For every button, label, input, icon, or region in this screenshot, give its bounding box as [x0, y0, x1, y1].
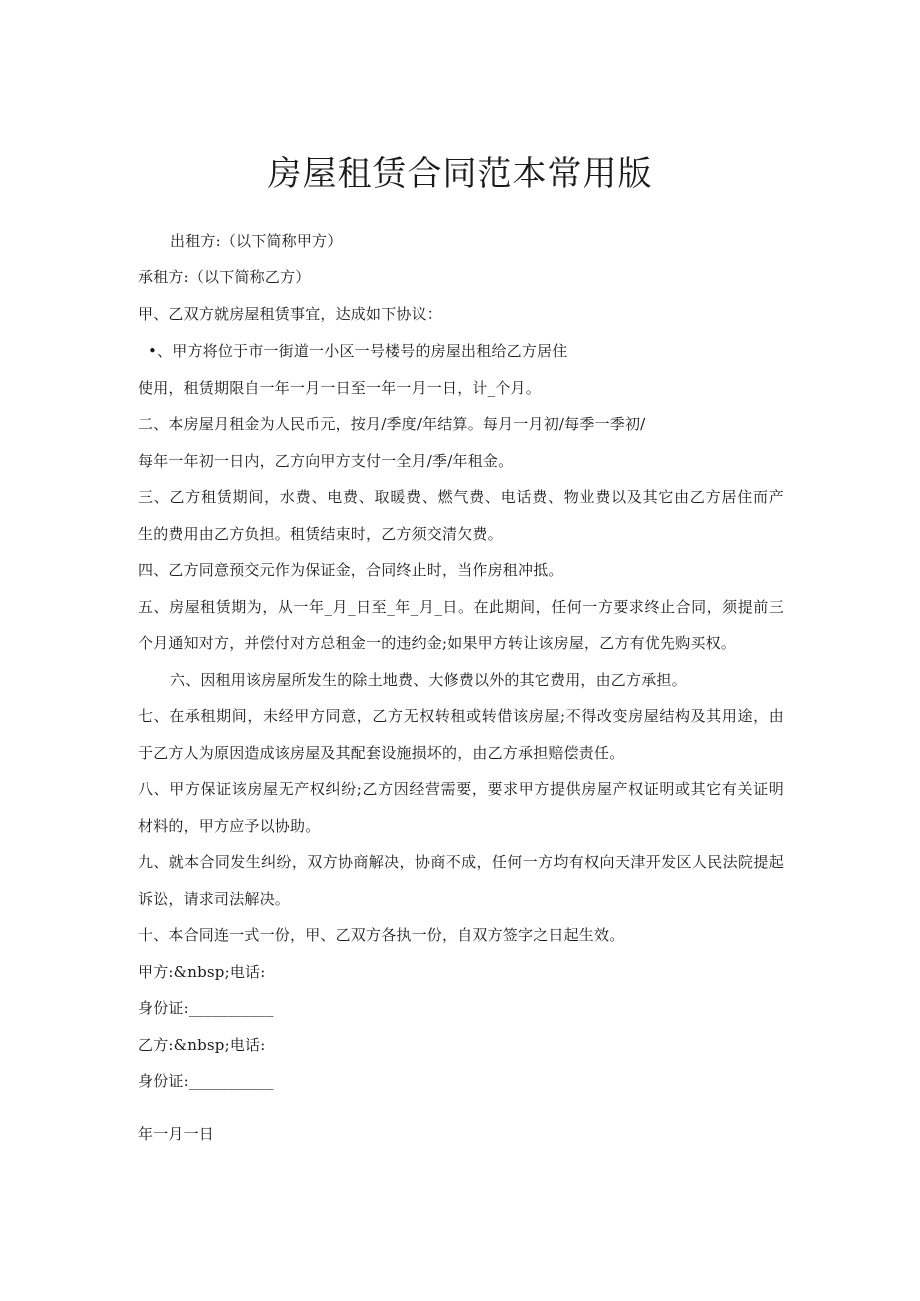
party-a-id-line: 身份证:___________ — [138, 999, 274, 1017]
clause-3-line-1: 三、乙方租赁期间，水费、电费、取暖费、燃气费、电话费、物业费以及其它由乙方居住而产 — [138, 488, 784, 506]
clause-1-line-1: •、甲方将位于市一街道一小区一号楼号的房屋出租给乙方居住 — [148, 342, 568, 360]
clause-2-line-2: 每年一年初一日内，乙方向甲方支付一全月/季/年租金。 — [138, 452, 514, 470]
clause-8-line-1: 八、甲方保证该房屋无产权纠纷;乙方因经营需要，要求甲方提供房屋产权证明或其它有关证明 — [138, 780, 784, 798]
lessor-line: 出租方:（以下简称甲方） — [170, 232, 343, 250]
party-b-signature-line: 乙方:&nbsp;电话: — [138, 1036, 266, 1054]
clause-10: 十、本合同连一式一份，甲、乙双方各执一份，自双方签字之日起生效。 — [138, 926, 625, 944]
clause-5-line-2: 个月通知对方，并偿付对方总租金一的违约金;如果甲方转让该房屋，乙方有优先购买权。 — [138, 634, 737, 652]
clause-3-line-2: 生的费用由乙方负担。租赁结束时，乙方须交清欠费。 — [138, 525, 503, 543]
clause-2-line-1: 二、本房屋月租金为人民币元，按月/季度/年结算。每月一月初/每季一季初/ — [138, 415, 646, 433]
clause-9-line-2: 诉讼，请求司法解决。 — [138, 890, 291, 908]
clause-7-line-1: 七、在承租期间，未经甲方同意，乙方无权转租或转借该房屋;不得改变房屋结构及其用途，由 — [138, 707, 784, 725]
party-a-signature-line: 甲方:&nbsp;电话: — [138, 963, 266, 981]
clause-1-line-2: 使用，租赁期限自一年一月一日至一年一月一日，计_个月。 — [138, 379, 541, 397]
clause-6: 六、因租用该房屋所发生的除土地费、大修费以外的其它费用，由乙方承担。 — [170, 671, 687, 689]
clause-9-line-1: 九、就本合同发生纠纷，双方协商解决，协商不成，任何一方均有权向天津开发区人民法院提起 — [138, 853, 784, 871]
document-title: 房屋租赁合同范本常用版 — [267, 154, 653, 194]
date-line: 年一月一日 — [138, 1125, 215, 1143]
clause-4: 四、乙方同意预交元作为保证金，合同终止时，当作房租冲抵。 — [138, 561, 564, 579]
party-b-id-line: 身份证:___________ — [138, 1072, 274, 1090]
clause-7-line-2: 于乙方人为原因造成该房屋及其配套设施损坏的，由乙方承担赔偿责任。 — [138, 744, 625, 762]
clause-5-line-1: 五、房屋租赁期为，从一年_月_日至_年_月_日。在此期间，任何一方要求终止合同，须提前三 — [138, 598, 784, 616]
lessee-line: 承租方:（以下简称乙方） — [138, 268, 311, 286]
agreement-intro: 甲、乙双方就房屋租赁事宜，达成如下协议： — [138, 305, 443, 323]
clause-8-line-2: 材料的，甲方应予以协助。 — [138, 817, 321, 835]
